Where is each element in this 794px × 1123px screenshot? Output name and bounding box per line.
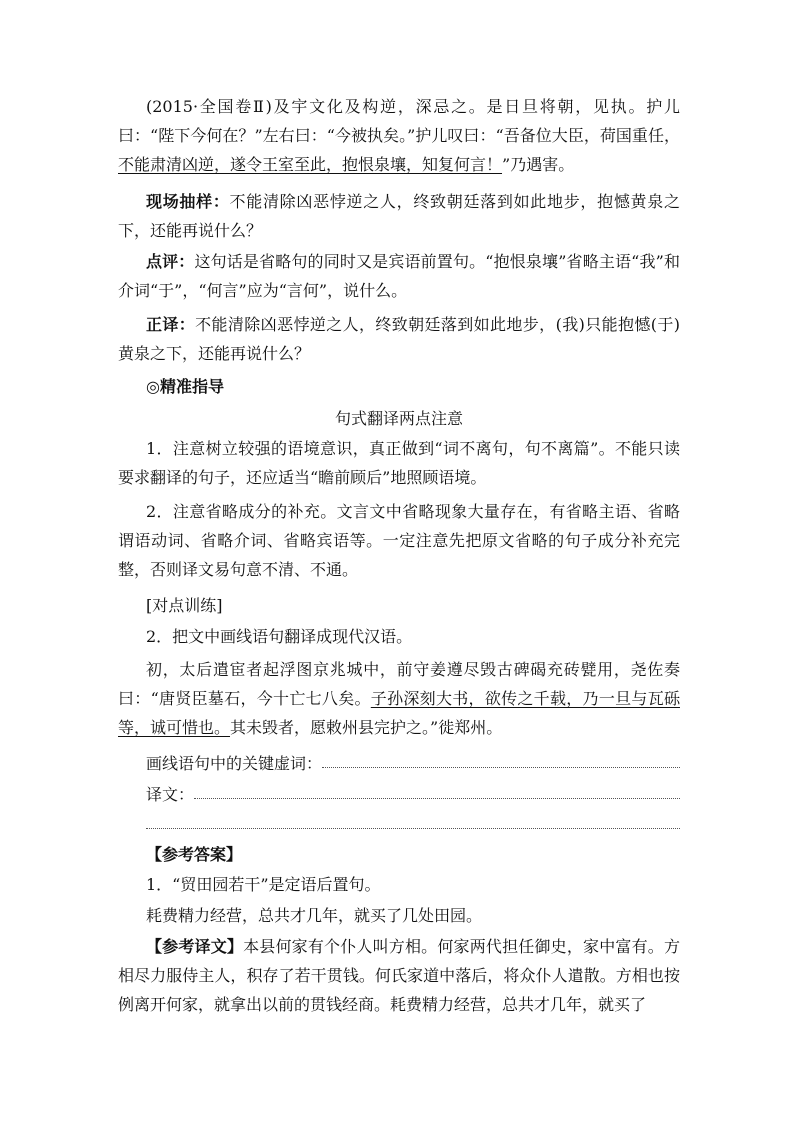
translation-answer-field[interactable] <box>194 780 680 799</box>
correct-label: 正译： <box>146 315 196 334</box>
correct-text: 不能清除凶恶悖逆之人，终致朝廷落到如此地步，(我)只能抱憾(于)黄泉之下，还能再说什么？ <box>118 315 680 363</box>
practice-heading: [对点训练] <box>146 596 223 615</box>
sample-text: 不能清除凶恶悖逆之人，终致朝廷落到如此地步，抱憾黄泉之下，还能再说什么？ <box>118 192 680 240</box>
answer-line-1: 1．“贸田园若干”是定语后置句。 <box>146 875 381 894</box>
blank-translation <box>146 780 680 809</box>
blank-translation-line-2 <box>146 810 680 829</box>
blank-keywords-label: 画线语句中的关键虚词： <box>146 754 323 773</box>
translation-answer-field-2[interactable] <box>146 810 680 829</box>
sample-label: 现场抽样： <box>146 192 230 211</box>
practice-task: 2．把文中画线语句翻译成现代汉语。 <box>146 627 413 646</box>
guide-point-2: 2．注意省略成分的补充。文言文中省略现象大量存在，有省略主语、省略谓语动词、省略介词、省略宾语等。一定注意先把原文省略的句子成分补充完整，否则译文易句意不清、不通。 <box>118 502 680 579</box>
reference-translation-label: 【参考译文】 <box>146 937 244 956</box>
answer-heading: 【参考答案】 <box>146 845 243 864</box>
reference-translation <box>118 932 680 1019</box>
comment-text: 这句话是省略句的同时又是宾语前置句。“抱恨泉壤”省略主语“我”和介词“于”，“何言”应为“言何”，说什么。 <box>118 252 680 300</box>
blank-keywords <box>146 749 680 778</box>
practice-passage <box>118 655 680 742</box>
sample-translation <box>118 187 680 245</box>
guide-title: 句式翻译两点注意 <box>334 409 463 428</box>
practice-passage-text: 初，太后遣宦者起浮图京兆城中，前守姜遵尽毁古碑碣充砖甓用，尧佐奏曰：“唐贤臣墓石，今十亡七八矣。 <box>118 660 680 708</box>
practice-passage-ending: 其未毁者，愿敕州县完护之。”徙郑州。 <box>230 718 503 737</box>
source-passage <box>118 92 680 179</box>
guide-heading: ◎精准指导 <box>146 377 224 396</box>
comment-label: 点评： <box>146 252 195 271</box>
guide-point-1: 1．注意树立较强的语境意识，真正做到“词不离句，句不离篇”。不能只读要求翻译的句子，还应适当“瞻前顾后”地照顾语境。 <box>118 439 680 487</box>
underlined-sentence: 不能肃清凶逆，遂令王室至此，抱恨泉壤，知复何言！ <box>118 155 503 174</box>
correct-translation <box>118 310 680 368</box>
reference-translation-text: 本县何家有个仆人叫方相。何家两代担任御史，家中富有。方相尽力服侍主人，积存了若干贯钱。何氏家道中落后，将众仆人遣散。方相也按例离开何家，就拿出以前的贯钱经商。耗费精力经营，总共才几年，就买了 <box>118 937 680 1014</box>
passage-text: (2015·全国卷Ⅱ)及宇文化及构逆，深忌之。是日旦将朝，见执。护儿曰：“陛下今何在？”左右曰：“今被执矣。”护儿叹曰：“吾备位大臣，荷国重任， <box>118 97 680 145</box>
answer-line-2: 耗费精力经营，总共才几年，就买了几处田园。 <box>146 906 483 925</box>
keywords-answer-field[interactable] <box>322 749 680 768</box>
passage-ending: ”乃遇害。 <box>502 155 575 174</box>
practice-underlined-sentence: 子孙深刻大书，欲传之千载，乃一旦与瓦砾等，诚可惜也。 <box>118 689 680 737</box>
blank-translation-label: 译文： <box>146 785 195 804</box>
comment <box>118 247 680 305</box>
